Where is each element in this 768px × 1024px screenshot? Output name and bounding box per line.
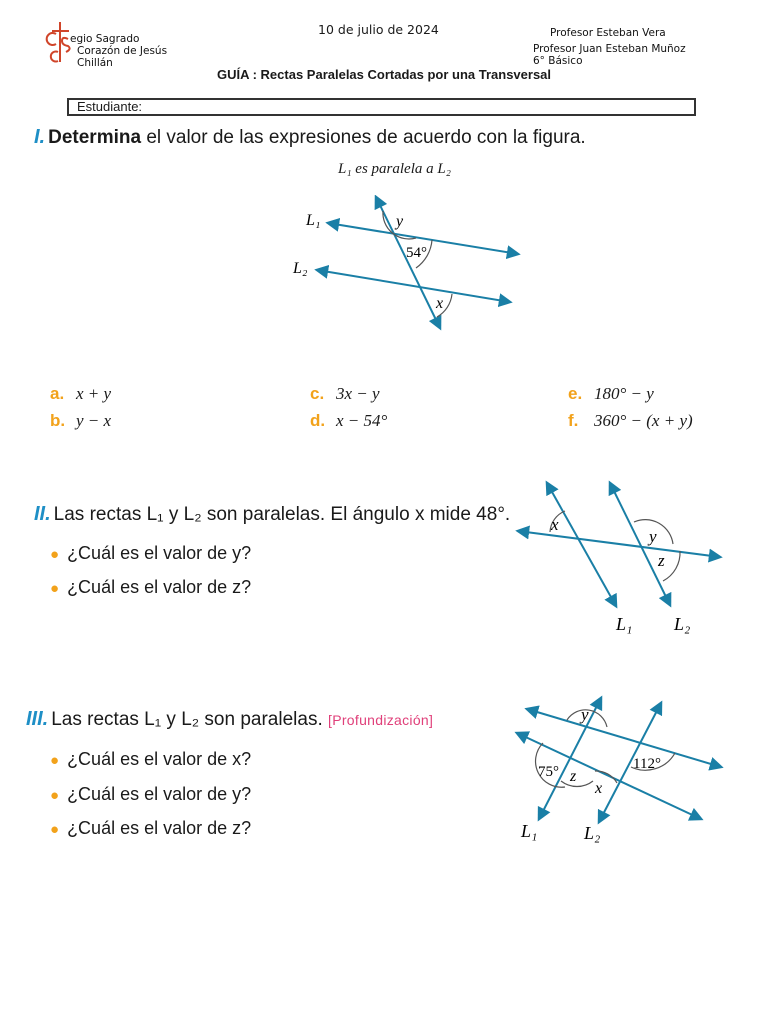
section3-statement: Las rectas L₁ y L₂ son paralelas. [51,709,328,730]
arc-z [561,781,593,787]
teacher-info [533,27,686,67]
label-x: x [436,295,444,312]
bullet-dot: ● [50,752,60,769]
option-letter: a. [50,384,65,403]
question-text: ¿Cuál es el valor de z? [67,577,252,597]
section3-title [26,708,433,731]
section2-question [50,577,251,598]
option-letter: e. [568,384,583,403]
label-y: y [649,527,657,546]
option-letter: f. [568,411,579,430]
school-name [70,33,167,69]
grade-line: 6° Básico [533,55,583,67]
option-a [50,384,111,404]
section3-question [50,749,251,770]
section1-verb: Determina [48,127,142,148]
label-75: 75° [538,764,559,780]
label-z: z [658,551,665,570]
option-expr: x − 54° [336,411,388,430]
figure3-diagram [505,695,730,855]
top-line [527,709,721,767]
transversal [376,197,440,328]
question-text: ¿Cuál es el valor de z? [67,818,252,838]
label-l2: L₂ [584,823,601,843]
teacher-line: Profesor Juan Esteban Muñoz [533,43,686,55]
option-e [568,384,654,404]
section3-question [50,784,251,805]
question-text: ¿Cuál es el valor de y? [67,543,252,563]
question-text: ¿Cuál es el valor de x? [67,749,252,769]
figure1-diagram [280,195,540,340]
option-letter: b. [50,411,66,430]
school-line: egio Sagrado [70,33,140,45]
bullet-dot: ● [50,580,60,597]
bullet-dot: ● [50,821,60,838]
document-date: 10 de julio de 2024 [318,22,439,37]
teacher-line: Profesor Esteban Vera [550,27,666,39]
option-letter: d. [310,411,326,430]
section2-question [50,543,251,564]
option-c [310,384,380,404]
student-name-field[interactable] [67,98,696,116]
option-f [568,411,693,431]
label-112: 112° [633,756,661,772]
label-l1: L₁ [306,212,321,229]
label-y: y [581,705,589,724]
section2-number: II. [34,503,51,525]
label-z: z [570,768,577,785]
option-expr: 360° − (x + y) [594,411,693,430]
option-letter: c. [310,384,325,403]
label-l1: L₁ [616,614,633,634]
arc-z [663,551,680,581]
option-expr: 180° − y [594,384,654,403]
label-l2: L₂ [674,614,691,634]
figure1-caption: L₁ es paralela a L₂ [338,161,451,177]
label-l1: L₁ [521,821,538,841]
label-y: y [396,213,404,230]
section3-question [50,818,251,839]
option-d [310,411,387,431]
guide-title: GUÍA : Rectas Paralelas Cortadas por una Transversal [216,67,552,82]
section2-title [34,503,510,526]
section2-statement: Las rectas L₁ y L₂ son paralelas. El ángulo x mide 48°. [53,504,511,525]
label-54: 54° [406,245,427,261]
student-label: Estudiante: [77,99,143,114]
line-l1 [547,483,616,606]
school-line: Chillán [77,57,113,69]
section1-number: I. [34,126,46,148]
bullet-dot: ● [50,787,60,804]
bullet-dot: ● [50,546,60,563]
label-x: x [551,515,559,534]
section3-tag: [Profundización] [328,712,434,728]
option-expr: 3x − y [336,384,380,403]
label-l2: L₂ [293,260,308,277]
question-text: ¿Cuál es el valor de y? [67,784,252,804]
option-b [50,411,111,431]
figure2-diagram [510,478,730,643]
transversal [518,531,720,557]
option-expr: y − x [76,411,112,430]
label-x: x [595,780,603,797]
option-expr: x + y [76,384,112,403]
section3-number: III. [26,708,49,730]
school-line: Corazón de Jesús [77,45,168,57]
section1-instruction: el valor de las expresiones de acuerdo con la figura. [141,127,586,148]
section1-title [34,126,586,149]
